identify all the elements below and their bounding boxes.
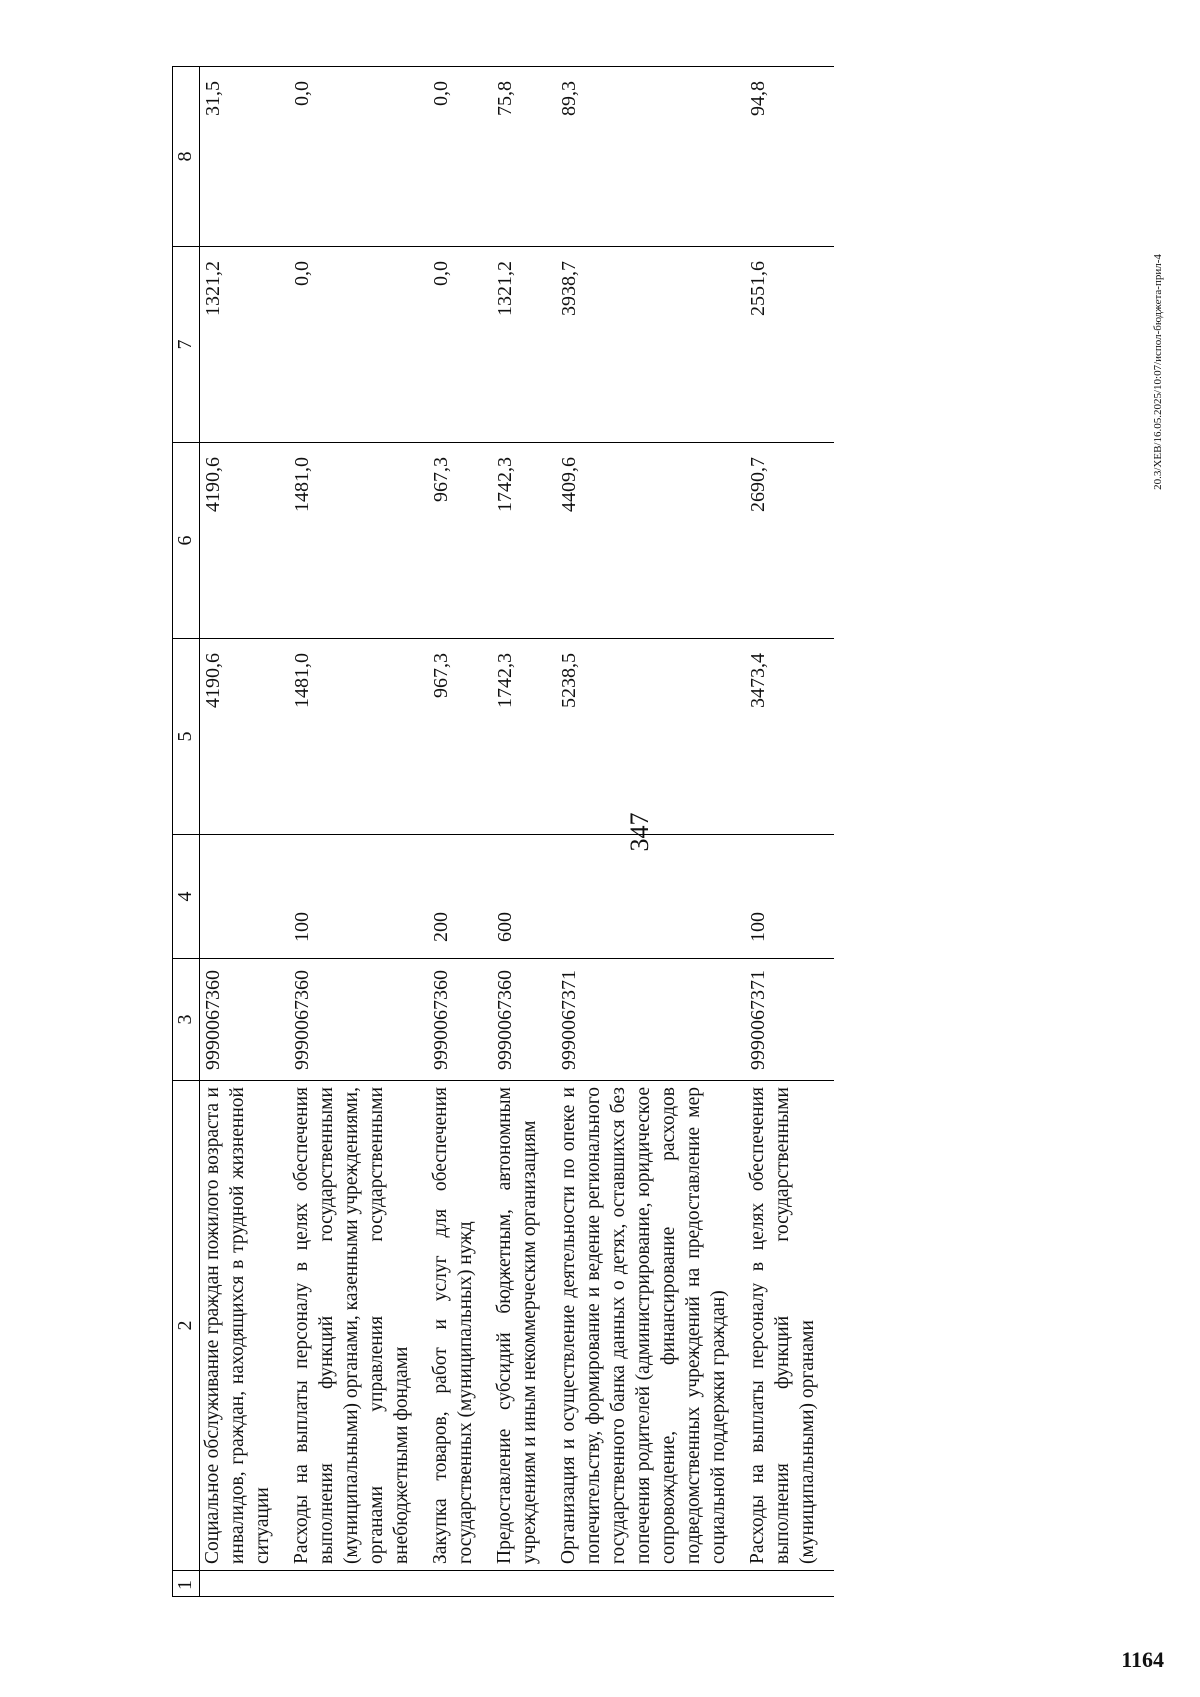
value-cell: 75,8 (492, 67, 556, 247)
value-cell: 5238,5 (556, 639, 745, 835)
value-cell: 89,3 (556, 67, 745, 247)
column-header: 8 (173, 67, 200, 247)
value-cell: 1742,3 (492, 443, 556, 639)
value-cell: 967,3 (428, 443, 492, 639)
row-number-cell (556, 1571, 745, 1597)
column-header: 3 (173, 959, 200, 1081)
column-header: 5 (173, 639, 200, 835)
table-row (745, 67, 834, 1597)
value-cell: 3473,4 (745, 639, 834, 835)
table-header-row (173, 67, 200, 1597)
value-cell: 1742,3 (492, 639, 556, 835)
target-article-cell: 9990067360 (492, 959, 556, 1081)
value-cell: 1481,0 (289, 443, 428, 639)
value-cell: 1481,0 (289, 639, 428, 835)
row-number-cell (745, 1571, 834, 1597)
value-cell: 2690,7 (745, 443, 834, 639)
value-cell: 967,3 (428, 639, 492, 835)
value-cell: 94,8 (745, 67, 834, 247)
expense-type-cell (200, 835, 290, 959)
value-cell: 0,0 (428, 67, 492, 247)
value-cell: 4190,6 (200, 443, 290, 639)
rotated-table-wrapper (172, 67, 1072, 1597)
document-reference: 20.3/XEB/16.05.2025/10:07/испол-бюджета-прил-4 (1152, 254, 1164, 490)
target-article-cell: 9990067371 (745, 959, 834, 1081)
description-cell: Организация и осуществление деятельности по опеке и попечительству, формирование и ведение регионального государственного банка данных о детях, оставшихся без попечения родителей (администрирование, юридическое сопровождение, финансирование расходов подведомственных учреждений на предоставление мер социальной поддержки граждан) (556, 1081, 745, 1571)
column-header: 2 (173, 1081, 200, 1571)
expense-type-cell: 200 (428, 835, 492, 959)
description-cell: Предоставление субсидий бюджетным, автономным учреждениям и иным некоммерческим организациям (492, 1081, 556, 1571)
row-number-cell (289, 1571, 428, 1597)
description-cell: Расходы на выплаты персоналу в целях обеспечения выполнения функций государственными (муниципальными) органами (745, 1081, 834, 1571)
column-header: 1 (173, 1571, 200, 1597)
table-row (492, 67, 556, 1597)
expense-type-cell (556, 835, 745, 959)
table-row (428, 67, 492, 1597)
value-cell: 3938,7 (556, 247, 745, 443)
target-article-cell: 9990067371 (556, 959, 745, 1081)
target-article-cell: 9990067360 (200, 959, 290, 1081)
value-cell: 1321,2 (200, 247, 290, 443)
value-cell: 4409,6 (556, 443, 745, 639)
value-cell: 0,0 (428, 247, 492, 443)
expense-type-cell: 100 (745, 835, 834, 959)
value-cell: 0,0 (289, 67, 428, 247)
value-cell: 2551,6 (745, 247, 834, 443)
column-header: 7 (173, 247, 200, 443)
outer-page-number: 1164 (1121, 1647, 1164, 1672)
description-cell: Социальное обслуживание граждан пожилого возраста и инвалидов, граждан, находящихся в трудной жизненной ситуации (200, 1081, 290, 1571)
expense-type-cell: 600 (492, 835, 556, 959)
page-number: 347 (625, 812, 654, 852)
description-cell: Закупка товаров, работ и услуг для обеспечения государственных (муниципальных) нужд (428, 1081, 492, 1571)
column-header: 4 (173, 835, 200, 959)
row-number-cell (428, 1571, 492, 1597)
table-row (289, 67, 428, 1597)
row-number-cell (492, 1571, 556, 1597)
value-cell: 1321,2 (492, 247, 556, 443)
column-header: 6 (173, 443, 200, 639)
row-number-cell (200, 1571, 290, 1597)
target-article-cell: 9990067360 (428, 959, 492, 1081)
target-article-cell: 9990067360 (289, 959, 428, 1081)
value-cell: 0,0 (289, 247, 428, 443)
expense-type-cell: 100 (289, 835, 428, 959)
table-row (556, 67, 745, 1597)
budget-table (172, 66, 834, 1597)
value-cell: 31,5 (200, 67, 290, 247)
description-cell: Расходы на выплаты персоналу в целях обеспечения выполнения функций государственными (муниципальными) органами, казенными учреждениями, органами управления государственными внебюджетными фондами (289, 1081, 428, 1571)
value-cell: 4190,6 (200, 639, 290, 835)
table-row (200, 67, 290, 1597)
